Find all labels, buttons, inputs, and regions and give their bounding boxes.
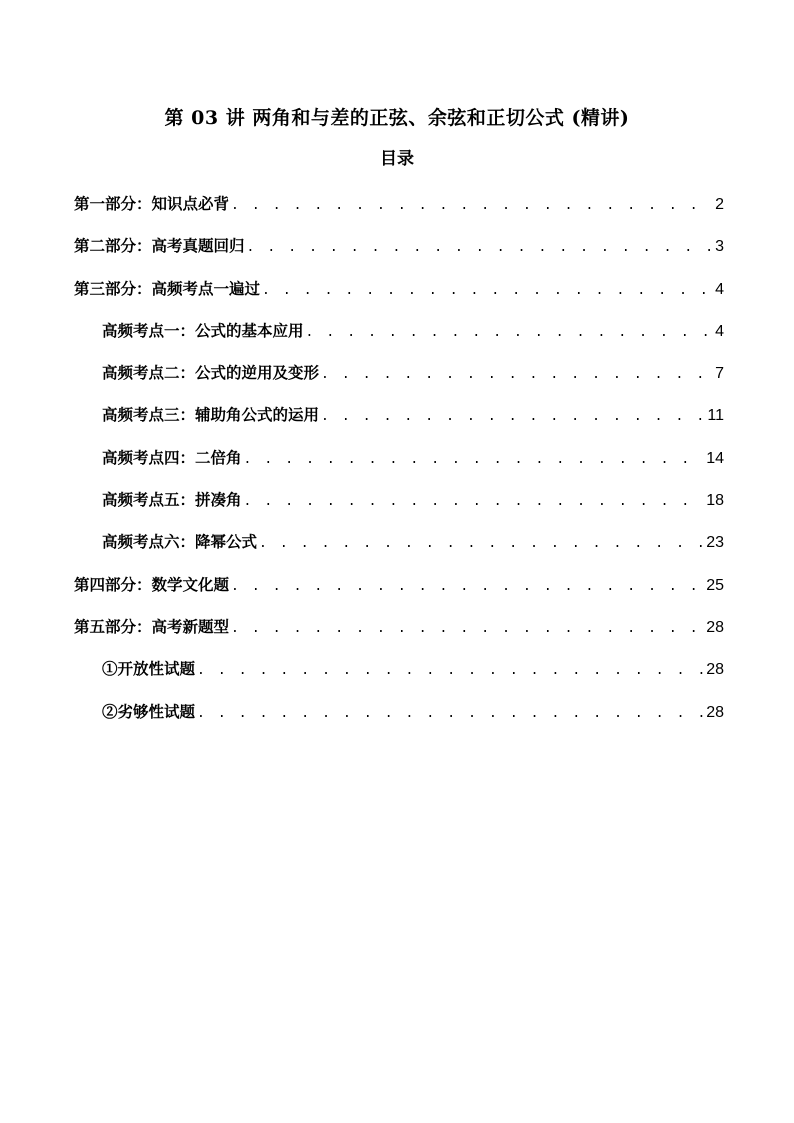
toc-entry-label: 高频考点四：二倍角 [102,447,242,467]
toc-entry-topic-6[interactable] [74,528,724,556]
toc-dot-leader [321,361,713,389]
toc-entry-label: 高频考点六：降幂公式 [102,532,258,552]
toc-page-number: 14 [706,449,724,467]
toc-dot-leader [197,657,704,685]
toc-dot-leader [231,573,704,601]
toc-page-number: 18 [706,492,724,510]
toc-page-number: 11 [707,407,724,425]
toc-page-number: 28 [706,661,724,679]
toc-page-number: 28 [706,618,724,636]
toc-entry-label: ①开放性试题 [102,659,196,679]
toc-entry-topic-3[interactable] [74,401,724,429]
toc-entry-label: 第四部分：数学文化题 [74,574,230,594]
toc-page-number: 4 [715,322,724,340]
toc-heading: 目录 [380,149,414,169]
toc-dot-leader [244,446,705,474]
toc-entry-structured-questions[interactable] [74,698,724,726]
toc-entry-part-3[interactable] [74,275,724,303]
toc-page-number: 4 [715,280,724,298]
toc-entry-label: 第二部分：高考真题回归 [74,236,245,256]
table-of-contents [74,190,724,740]
toc-entry-part-4[interactable] [74,571,724,599]
toc-dot-leader [197,700,704,728]
toc-page-number: 25 [706,576,724,594]
toc-entry-topic-5[interactable] [74,486,724,514]
toc-entry-label: 第三部分：高频考点一遍过 [74,278,261,298]
toc-entry-label: 高频考点一：公式的基本应用 [102,320,304,340]
toc-entry-part-5[interactable] [74,613,724,641]
document-title: 第 03 讲 两角和与差的正弦、余弦和正切公式 (精讲) [164,107,630,129]
toc-page-number: 3 [715,238,724,256]
toc-dot-leader [231,615,704,643]
toc-page-number: 2 [715,196,724,213]
toc-entry-part-2[interactable] [74,232,724,260]
toc-dot-leader [244,488,705,516]
toc-entry-label: 高频考点二：公式的逆用及变形 [102,363,320,383]
toc-dot-leader [306,319,714,347]
toc-entry-part-1[interactable] [74,190,724,218]
toc-entry-topic-1[interactable] [74,317,724,345]
toc-entry-label: 高频考点五：拼凑角 [102,490,242,510]
toc-entry-label: 第一部分：知识点必背 [74,194,230,213]
toc-entry-open-questions[interactable] [74,655,724,683]
toc-entry-topic-4[interactable] [74,444,724,472]
toc-dot-leader [231,192,713,220]
toc-dot-leader [259,530,704,558]
toc-page-number: 28 [706,703,724,721]
toc-dot-leader [262,277,713,305]
toc-page-number: 23 [706,534,724,552]
toc-entry-topic-2[interactable] [74,359,724,387]
toc-dot-leader [247,234,714,262]
toc-entry-label: 第五部分：高考新题型 [74,616,230,636]
toc-entry-label: 高频考点三：辅助角公式的运用 [102,405,320,425]
toc-page-number: 7 [715,365,724,383]
toc-entry-label: ②劣够性试题 [102,701,196,721]
toc-dot-leader [321,403,705,431]
